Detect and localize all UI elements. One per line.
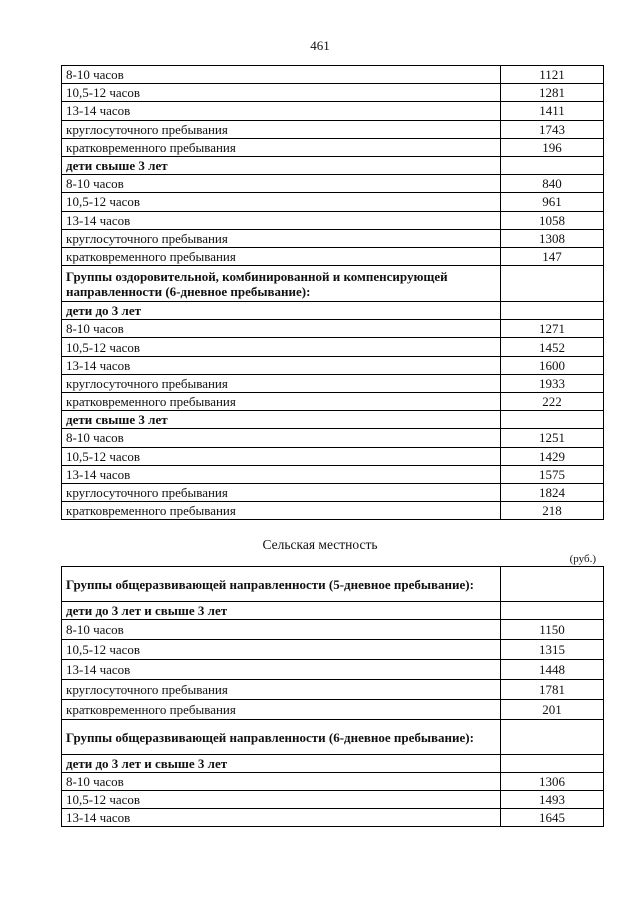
table-row <box>62 247 604 265</box>
row-label: круглосуточного пребывания <box>62 374 501 392</box>
row-label: кратковременного пребывания <box>62 247 501 265</box>
row-label: дети до 3 лет и свыше 3 лет <box>62 602 501 620</box>
table-section-row <box>62 266 604 302</box>
tariff-table-urban <box>61 65 604 520</box>
table-row <box>62 120 604 138</box>
row-label: 13-14 часов <box>62 102 501 120</box>
row-label: кратковременного пребывания <box>62 700 501 720</box>
row-value: 1429 <box>501 447 604 465</box>
row-label: кратковременного пребывания <box>62 502 501 520</box>
row-label: круглосуточного пребывания <box>62 229 501 247</box>
row-value: 1308 <box>501 229 604 247</box>
row-label: 8-10 часов <box>62 429 501 447</box>
table-row <box>62 374 604 392</box>
row-value: 1600 <box>501 356 604 374</box>
row-label: 10,5-12 часов <box>62 791 501 809</box>
row-label: 10,5-12 часов <box>62 338 501 356</box>
row-value: 1781 <box>501 680 604 700</box>
row-label: 8-10 часов <box>62 620 501 640</box>
rural-section-title: Сельская местность <box>262 537 378 552</box>
row-label: дети до 3 лет и свыше 3 лет <box>62 755 501 773</box>
table-row <box>62 465 604 483</box>
row-label: Группы оздоровительной, комбинированной и компенсирующей направленности (6-дневное пребывание): <box>62 266 501 302</box>
table-section-row <box>62 720 604 755</box>
row-value: 1271 <box>501 320 604 338</box>
tariff-table-body <box>62 567 604 827</box>
row-value: 1933 <box>501 374 604 392</box>
row-value <box>501 567 604 602</box>
row-label: 13-14 часов <box>62 356 501 374</box>
table-row <box>62 229 604 247</box>
row-value <box>501 411 604 429</box>
table-section-row <box>62 755 604 773</box>
row-label: 8-10 часов <box>62 320 501 338</box>
row-value: 1306 <box>501 773 604 791</box>
row-value: 1411 <box>501 102 604 120</box>
row-value: 1824 <box>501 483 604 501</box>
table-row <box>62 175 604 193</box>
row-value: 1645 <box>501 809 604 827</box>
table-row <box>62 809 604 827</box>
row-value: 1743 <box>501 120 604 138</box>
row-value: 218 <box>501 502 604 520</box>
table-row <box>62 502 604 520</box>
tariff-table-body <box>62 66 604 520</box>
table-row <box>62 338 604 356</box>
table-section-row <box>62 567 604 602</box>
table-row <box>62 66 604 84</box>
table-row <box>62 84 604 102</box>
table-row <box>62 660 604 680</box>
table-row <box>62 700 604 720</box>
row-value <box>501 156 604 174</box>
table-row <box>62 193 604 211</box>
table-row <box>62 791 604 809</box>
table-row <box>62 680 604 700</box>
row-value: 961 <box>501 193 604 211</box>
row-value: 1150 <box>501 620 604 640</box>
row-label: дети свыше 3 лет <box>62 156 501 174</box>
row-label: 8-10 часов <box>62 66 501 84</box>
row-label: Группы общеразвивающей направленности (6-дневное пребывание): <box>62 720 501 755</box>
row-label: 10,5-12 часов <box>62 640 501 660</box>
table-row <box>62 483 604 501</box>
row-label: 13-14 часов <box>62 211 501 229</box>
row-value: 1315 <box>501 640 604 660</box>
table-row <box>62 429 604 447</box>
row-label: 10,5-12 часов <box>62 447 501 465</box>
row-value: 1121 <box>501 66 604 84</box>
row-label: Группы общеразвивающей направленности (5-дневное пребывание): <box>62 567 501 602</box>
tariff-table-rural <box>61 566 604 827</box>
table-row <box>62 640 604 660</box>
page-number: 461 <box>310 38 330 53</box>
table-section-row <box>62 302 604 320</box>
table-row <box>62 393 604 411</box>
row-value: 840 <box>501 175 604 193</box>
currency-unit: (руб.) <box>569 553 596 565</box>
row-value: 222 <box>501 393 604 411</box>
row-value: 1251 <box>501 429 604 447</box>
row-label: 13-14 часов <box>62 809 501 827</box>
row-value: 1058 <box>501 211 604 229</box>
table-section-row <box>62 411 604 429</box>
row-value <box>501 602 604 620</box>
row-value <box>501 266 604 302</box>
table-row <box>62 211 604 229</box>
row-value: 1493 <box>501 791 604 809</box>
row-value: 1575 <box>501 465 604 483</box>
row-value: 147 <box>501 247 604 265</box>
row-label: круглосуточного пребывания <box>62 680 501 700</box>
row-value: 1448 <box>501 660 604 680</box>
row-label: кратковременного пребывания <box>62 393 501 411</box>
row-label: дети свыше 3 лет <box>62 411 501 429</box>
row-label: 10,5-12 часов <box>62 193 501 211</box>
row-label: 10,5-12 часов <box>62 84 501 102</box>
row-label: 8-10 часов <box>62 175 501 193</box>
table-row <box>62 447 604 465</box>
table-row <box>62 356 604 374</box>
table-row <box>62 773 604 791</box>
row-value <box>501 755 604 773</box>
row-label: кратковременного пребывания <box>62 138 501 156</box>
row-label: круглосуточного пребывания <box>62 120 501 138</box>
row-value <box>501 720 604 755</box>
row-value: 1452 <box>501 338 604 356</box>
row-label: дети до 3 лет <box>62 302 501 320</box>
row-value: 196 <box>501 138 604 156</box>
row-value: 1281 <box>501 84 604 102</box>
table-row <box>62 102 604 120</box>
row-label: 13-14 часов <box>62 465 501 483</box>
table-section-row <box>62 156 604 174</box>
row-value <box>501 302 604 320</box>
row-value: 201 <box>501 700 604 720</box>
table-row <box>62 620 604 640</box>
row-label: 13-14 часов <box>62 660 501 680</box>
row-label: круглосуточного пребывания <box>62 483 501 501</box>
table-section-row <box>62 602 604 620</box>
table-row <box>62 138 604 156</box>
table-row <box>62 320 604 338</box>
row-label: 8-10 часов <box>62 773 501 791</box>
